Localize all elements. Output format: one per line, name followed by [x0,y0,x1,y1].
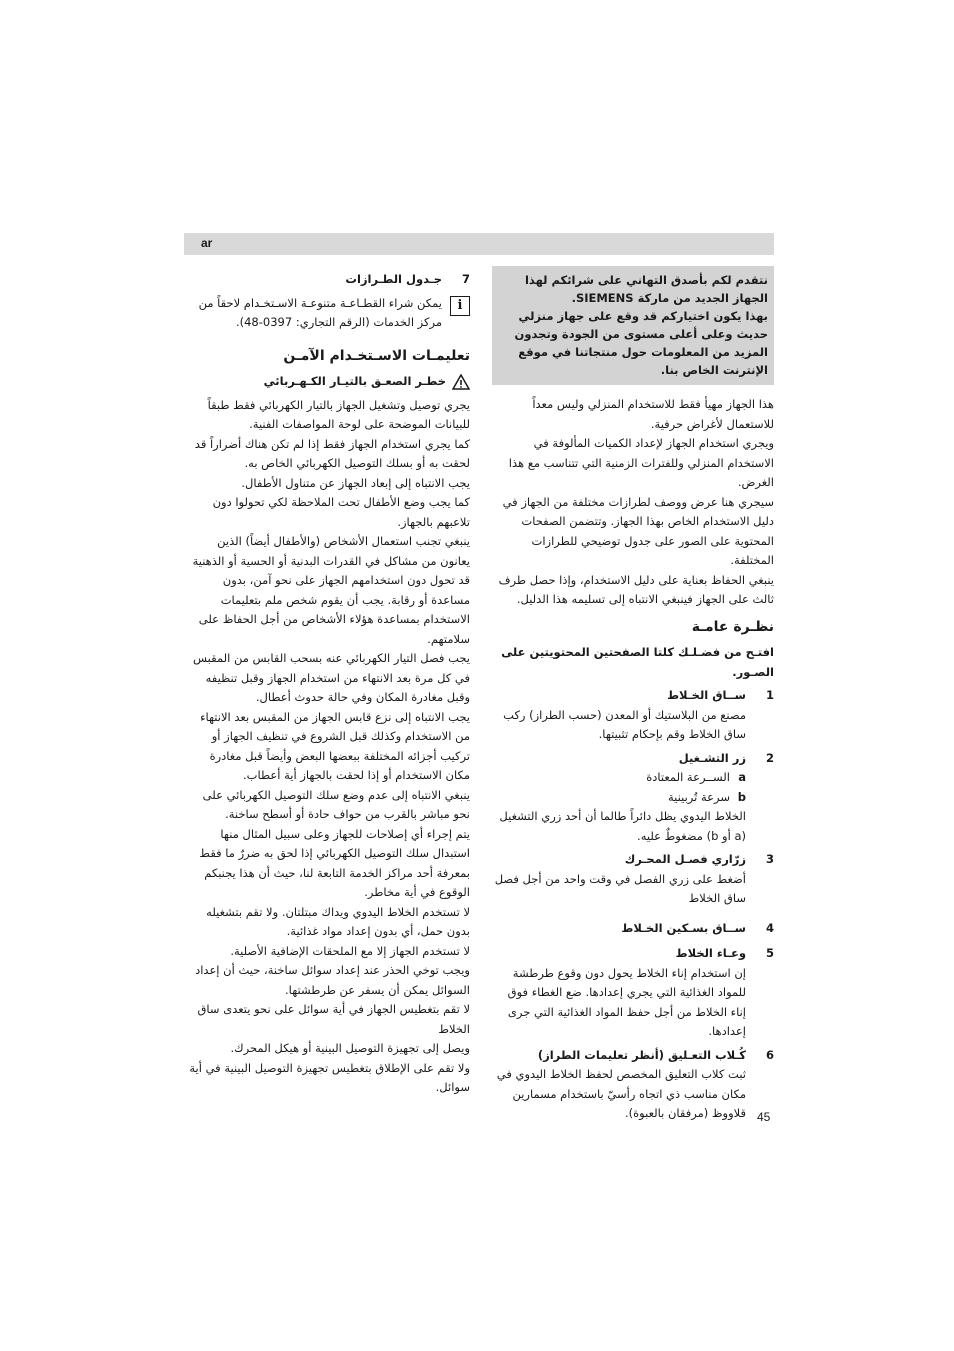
item-letter: a [738,770,746,784]
item-text: أضغط على زري الفصل في وقت واحد من أجل فصل ساق الخلاط [494,871,746,905]
info-note [184,294,470,333]
item-number: 4 [765,920,774,935]
safety-paragraph: كما يجري استخدام الجهاز فقط إذا لم تكن هناك أضراراً قد لحقت به أو بسلك التوصيل الكهربائي الخاص به. [194,436,470,470]
item-title: وعـاء الخلاط [675,946,746,960]
item-letter: b [737,789,746,804]
item-number: 6 [765,1047,774,1062]
item-number: 2 [765,750,774,765]
info-icon: i [450,296,470,316]
safety-paragraph: يجري توصيل وتشغيل الجهاز بالتيار الكهربائي فقط طبقاً للبيانات الموضحة على لوحة المواصفات الفنية. [207,397,470,431]
safety-paragraph: لا تستخدم الخلاط اليدوي ويداك مبتلتان. ولا تقم بتشغيله بدون حمل، أي بدون إعداد مواد غذائية. [206,904,470,938]
item-letter-text: سرعة تُربينية [668,789,730,804]
page-number: 45 [757,1110,771,1124]
item-text: مصنع من البلاستيك أو المعدن (حسب الطراز) ركب ساق الخلاط وقم بإحكام تثبيتها. [503,707,746,741]
overview-item [492,749,774,847]
language-code: ar [201,236,213,250]
safety-paragraph: ويصل إلى تجهيزة التوصيل البينية أو هيكل المحرك. [230,1041,470,1055]
intro-paragraph: سيجري هنا عرض ووصف لطرازات مختلفة من الجهاز في دليل الاستخدام الخاص بهذا الجهاز. وتتضمن الصفحات المحتوية على الصور على جدول توضيحي للطرازات المختلفة. [502,494,774,567]
item-letter-text: الســرعة المعتادة [646,770,730,784]
item-number: 3 [765,852,774,866]
warning-triangle-icon [452,374,470,390]
item-title: زر التشـغيل [678,750,746,765]
overview-item [492,850,774,909]
intro-paragraph: ويجري استخدام الجهاز لإعداد الكميات المألوفة في الاستخدام المنزلي وللفترات الزمنية التي تتناسب مع هذا الغرض. [508,436,774,489]
warning-title: خطـر الصعـق بالتيـار الكـهـربائي [263,374,446,388]
item-text: الخلاط اليدوي يظل دائراً طالما أن أحد زري التشغيل (a أو b) مضغوطٌ عليه. [499,809,746,843]
item-title: ســاق الخـلاط [667,688,746,702]
safety-paragraph: لا تقم بتغطيس الجهاز في أية سوائل على نحو يتعدى ساق الخلاط [197,1002,470,1036]
models-table-item [184,270,470,290]
overview-item [492,686,774,745]
info-note-text: يمكن شراء القطـاعـة متنوعـة الاسـتخـدام لاحقاً من مركز الخدمات (الرقم التجاري: 0397-48). [198,295,442,329]
safety-paragraph: يجب الانتباه إلى إبعاد الجهاز عن متناول الأطفال. [241,475,470,490]
intro-paragraph: هذا الجهاز مهيأ فقط للاستخدام المنزلي وليس معداً للاستعمال لأغراض حرفية. [532,397,774,431]
intro-box-line1: نتقدم لكم بأصدق التهاني على شرائكم لهذا الجهاز الجديد من ماركة SIEMENS. [524,273,768,305]
language-bar [184,233,774,255]
safety-paragraph: يجب فصل التيار الكهربائي عنه بسحب القابس من المقبس في كل مرة بعد الانتهاء من استخدام الجهاز وقبل تنظيفه وقبل مغادرة المكان وفي حالة حدوث أعطال. [193,651,470,704]
intro-paragraph: ينبغي الحفاظ بعناية على دليل الاستخدام، وإذا حصل طرف ثالث على الجهاز فينبغي الانتباه إلى تسليمه هذا الدليل. [498,572,774,606]
item-title: زرّاري فصـل المحـرك [624,852,746,866]
item-number: 5 [765,946,774,960]
item-title: جـدول الطـرازات [345,272,442,286]
overview-item [492,1046,774,1124]
safety-paragraph: يتم إجراء أي إصلاحات للجهاز وعلى سبيل المثال منها استبدال سلك التوصيل الكهربائي إذا لحق به ضررٌ ما فقط بمعرفة أحد مراكز الخدمة التابعة لنا، حيث أن هذا يجنبكم الوقوع في أية مخاطر. [199,826,470,899]
intro-box-line2: بهذا يكون اختياركم قد وقع على جهاز منزلي حديث وعلى أعلى مستوى من الجودة وتجدون المزيد من المعلومات حول منتجاتنا في موقع الإنترنت الخاص بنا. [514,309,768,377]
safety-paragraph: كما يجب وضع الأطفال تحت الملاحظة لكي تحولوا دون تلاعبهم بالجهاز. [212,495,470,529]
overview-item [492,919,774,939]
item-number: 7 [461,272,470,286]
safety-paragraph: يجب الانتباه إلى نزع قابس الجهاز من المقبس بعد الانتهاء من الاستخدام وكذلك قبل الشروع في تنظيف الجهاز أو تركيب أجزائه المختلفة ببعضها البعض وأيضاً قبل مغادرة مكان الاستخدام أو إذا لحقت بالجهاز أية أعطاب. [200,709,470,782]
overview-instruction: افتـح من فضـلـك كلتا الصفحتين المحتويتين على الصـور. [501,645,774,679]
safety-paragraph: ويجب توخي الحذر عند إعداد سوائل ساخنة، حيث أن إعداد السوائل يمكن أن يسفر عن طرطشتها. [195,963,470,997]
item-text: إن استخدام إناء الخلاط يحول دون وقوع طرطشة للمواد الغذائية التي يجري إعدادها. ضع الغطاء فوق إناء الخلاط من أجل حفظ المواد الغذائية التي جرى إعدادها. [507,965,746,1038]
right-column [492,266,774,1124]
overview-item [492,944,774,1042]
warning-title-row [184,372,470,392]
item-number: 1 [765,688,774,702]
item-title: ســاق بسـكين الخـلاط [621,920,746,935]
safety-paragraph: لا تستخدم الجهاز إلا مع الملحقات الإضافية الأصلية. [230,943,470,958]
left-column [184,266,470,1098]
item-text: ثبت كلاب التعليق المخصص لحفظ الخلاط اليدوي في مكان مناسب ذي اتجاه رأسيّ باستخدام مسمارين قلاووظ (مرفقان بالعبوة). [496,1067,746,1120]
safety-paragraph: ينبغي تجنب استعمال الأشخاص (والأطفال أيضاً) الذين يعانون من مشاكل في القدرات البدنية أو الحسية أو الذهنية قد تحول دون استخدامهم الجهاز على نحو آمن، بدون مساعدة أو رقابة. يجب أن يقوم شخص ملم بتعليمات الاستخدام بمساعدة هؤلاء الأشخاص من أجل الحفاظ على سلامتهم. [192,534,470,646]
safety-paragraph: ولا تقم على الإطلاق بتغطيس تجهيزة التوصيل البينية في أية سوائل. [189,1060,470,1094]
overview-heading: نظـرة عامـة [691,618,774,635]
safety-paragraph: ينبغي الانتباه إلى عدم وضع سلك التوصيل الكهربائي على نحو مباشر بالقرب من حواف حادة أو أسطح ساخنة. [202,787,470,821]
intro-box [492,266,774,385]
item-title: كُـلاب التعـليق (أنظر تعليمات الطراز) [537,1047,746,1062]
item-subrow-a [492,768,746,788]
item-subrow-b [492,788,746,808]
safety-heading: تعليمـات الاسـتخـدام الآمـن [283,347,470,364]
